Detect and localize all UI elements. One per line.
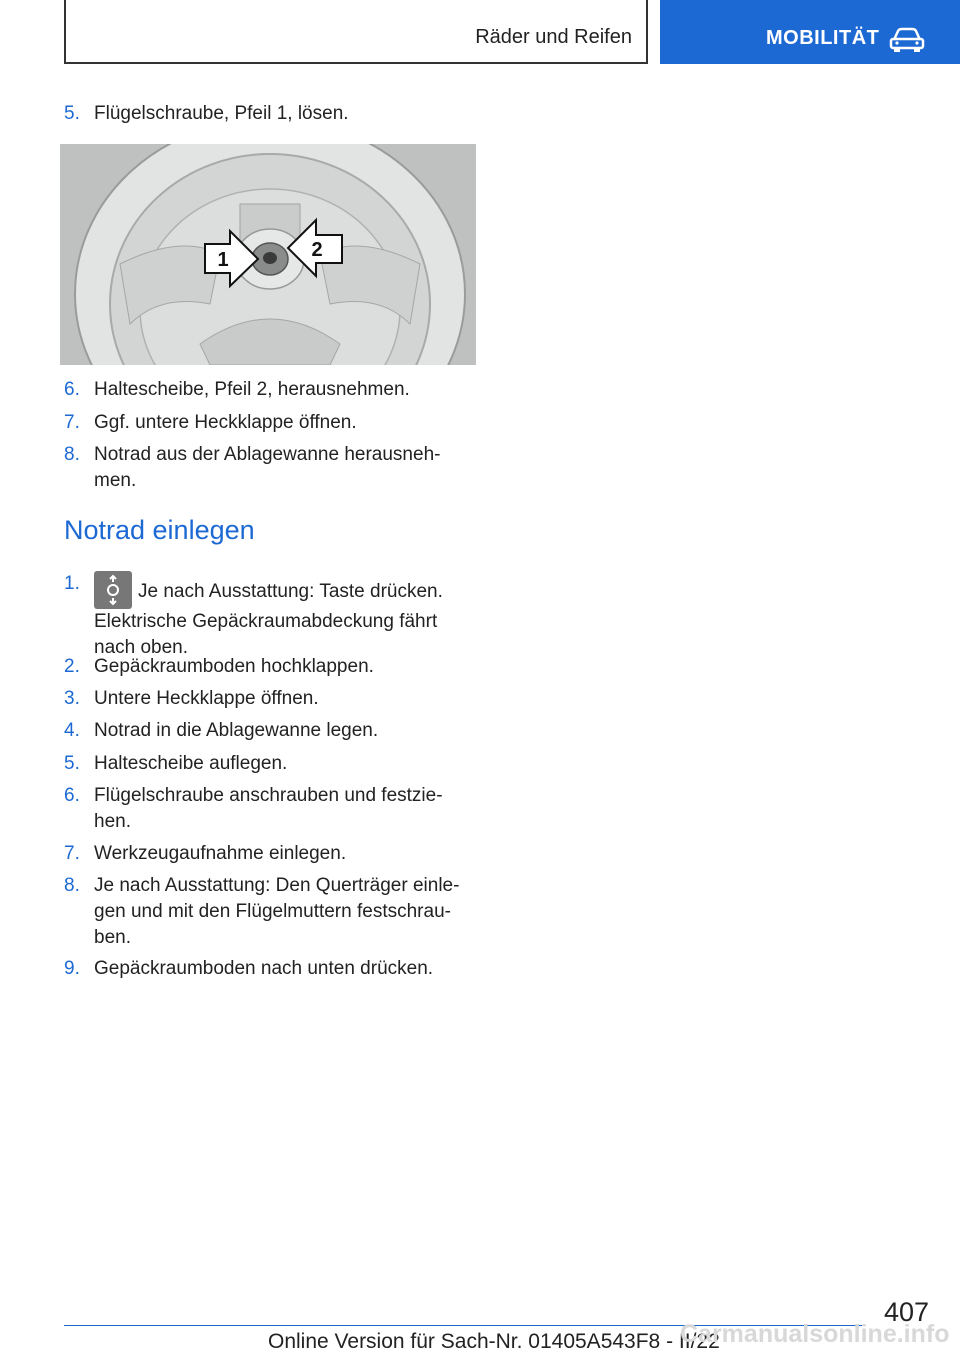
- step-text-with-icon: [94, 571, 479, 661]
- step-text: Je nach Ausstattung: Den Querträger einle-gen und mit den Flügelmuttern festschrau-ben.: [94, 875, 460, 948]
- callout-2: 2: [311, 239, 323, 261]
- step-number: 2.: [64, 656, 80, 677]
- step-number: 8.: [64, 444, 80, 465]
- step-text: Je nach Ausstattung: Taste drücken. Elektrische Gepäckraumabdeckung fährt nach oben.: [94, 581, 443, 658]
- step-number: 4.: [64, 720, 80, 741]
- section-heading: Notrad einlegen: [64, 515, 255, 545]
- step-text: Ggf. untere Heckklappe öffnen.: [94, 412, 357, 433]
- step-number: 5.: [64, 753, 80, 774]
- step-text: Werkzeugaufnahme einlegen.: [94, 843, 347, 864]
- spare-wheel-photo: [60, 144, 476, 365]
- step-number: 6.: [64, 785, 80, 806]
- step-number: 3.: [64, 688, 80, 709]
- step-number: 7.: [64, 412, 80, 433]
- step-number: 5.: [64, 103, 80, 124]
- step-text: Untere Heckklappe öffnen.: [94, 688, 319, 709]
- spare-wheel-illustration: [60, 144, 476, 365]
- step-number: 7.: [64, 843, 80, 864]
- watermark: Carmanualsonline.info: [680, 1320, 950, 1348]
- step-text: Flügelschraube anschrauben und festzie-hen.: [94, 785, 443, 832]
- step-number: 9.: [64, 958, 80, 979]
- luggage-cover-button-icon: [94, 571, 132, 609]
- header-category-box: [660, 0, 960, 64]
- step-text: Gepäckraumboden hochklappen.: [94, 656, 374, 677]
- page-number: 407: [884, 1297, 930, 1327]
- step-number: 8.: [64, 875, 80, 896]
- header-section-box: [64, 0, 648, 64]
- section-title: Räder und Reifen: [475, 26, 632, 48]
- category-title: MOBILITÄT: [766, 27, 880, 49]
- step-text: Notrad in die Ablagewanne legen.: [94, 720, 379, 741]
- step-number: 1.: [64, 573, 80, 594]
- callout-1: 1: [217, 249, 229, 271]
- step-text: Notrad aus der Ablagewanne herausneh-men.: [94, 444, 441, 491]
- step-text: Haltescheibe auflegen.: [94, 753, 288, 774]
- step-text: Flügelschraube, Pfeil 1, lösen.: [94, 103, 349, 124]
- car-icon: [888, 26, 926, 54]
- step-text: Haltescheibe, Pfeil 2, herausnehmen.: [94, 379, 410, 400]
- step-text: Gepäckraumboden nach unten drücken.: [94, 958, 434, 979]
- footer-text: Online Version für Sach-Nr. 01405A543F8 - II/22: [268, 1330, 720, 1353]
- step-number: 6.: [64, 379, 80, 400]
